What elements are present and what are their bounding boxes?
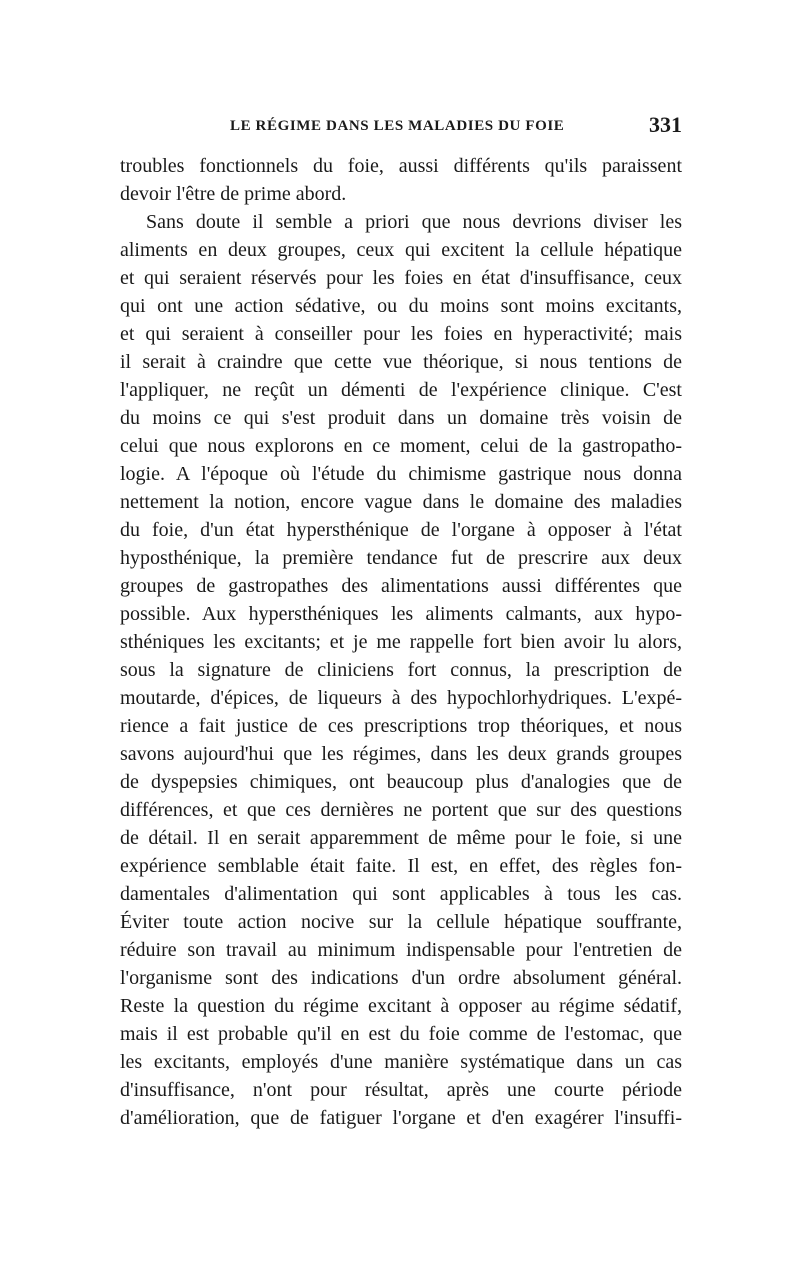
text-line: l'organisme sont des indications d'un ordre absolument général.	[120, 967, 682, 989]
text-line: les excitants, employés d'une manière systématique dans un cas	[120, 1051, 682, 1073]
text-line: expérience semblable était faite. Il est, en effet, des règles fon-	[120, 855, 682, 877]
text-line: Éviter toute action nocive sur la cellule hépatique souffrante,	[120, 911, 682, 933]
text-line: qui ont une action sédative, ou du moins sont moins excitants,	[120, 295, 682, 317]
text-line: sous la signature de cliniciens fort connus, la prescription de	[120, 659, 682, 681]
text-line: nettement la notion, encore vague dans le domaine des maladies	[120, 491, 682, 513]
text-line: groupes de gastropathes des alimentations aussi différentes que	[120, 575, 682, 597]
text-line: du foie, d'un état hypersthénique de l'organe à opposer à l'état	[120, 519, 682, 541]
text-line: du moins ce qui s'est produit dans un domaine très voisin de	[120, 407, 682, 429]
running-head	[120, 112, 682, 142]
text-line: possible. Aux hypersthéniques les aliments calmants, aux hypo-	[120, 603, 682, 625]
text-line: Reste la question du régime excitant à opposer au régime sédatif,	[120, 995, 682, 1017]
text-line: logie. A l'époque où l'étude du chimisme gastrique nous donna	[120, 463, 682, 485]
text-line: et qui seraient à conseiller pour les foies en hyperactivité; mais	[120, 323, 682, 345]
text-line: moutarde, d'épices, de liqueurs à des hypochlorhydriques. L'expé-	[120, 687, 682, 709]
text-line: de détail. Il en serait apparemment de même pour le foie, si une	[120, 827, 682, 849]
page-number: 331	[649, 112, 682, 137]
text-line: mais il est probable qu'il en est du foie comme de l'estomac, que	[120, 1023, 682, 1045]
text-line: troubles fonctionnels du foie, aussi différents qu'ils paraissent	[120, 155, 682, 177]
text-line: sthéniques les excitants; et je me rappelle fort bien avoir lu alors,	[120, 631, 682, 653]
text-line: celui que nous explorons en ce moment, celui de la gastropatho-	[120, 435, 682, 457]
text-line: de dyspepsies chimiques, ont beaucoup plus d'analogies que de	[120, 771, 682, 793]
text-line: et qui seraient réservés pour les foies en état d'insuffisance, ceux	[120, 267, 682, 289]
text-line: réduire son travail au minimum indispensable pour l'entretien de	[120, 939, 682, 961]
text-line: d'amélioration, que de fatiguer l'organe et d'en exagérer l'insuffi-	[120, 1107, 682, 1129]
text-line: rience a fait justice de ces prescriptions trop théoriques, et nous	[120, 715, 682, 737]
text-line: hyposthénique, la première tendance fut de prescrire aux deux	[120, 547, 682, 569]
text-line: devoir l'être de prime abord.	[120, 183, 347, 205]
text-line: l'appliquer, ne reçût un démenti de l'expérience clinique. C'est	[120, 379, 682, 401]
text-line: aliments en deux groupes, ceux qui excitent la cellule hépatique	[120, 239, 682, 261]
text-line: Sans doute il semble a priori que nous devrions diviser les	[146, 211, 682, 233]
text-line: damentales d'alimentation qui sont applicables à tous les cas.	[120, 883, 682, 905]
text-line: différences, et que ces dernières ne portent que sur des questions	[120, 799, 682, 821]
running-head-title: LE RÉGIME DANS LES MALADIES DU FOIE	[230, 118, 565, 134]
text-line: savons aujourd'hui que les régimes, dans les deux grands groupes	[120, 743, 682, 765]
body-text	[120, 152, 682, 1132]
text-line: d'insuffisance, n'ont pour résultat, après une courte période	[120, 1079, 682, 1101]
text-line: il serait à craindre que cette vue théorique, si nous tentions de	[120, 351, 682, 373]
